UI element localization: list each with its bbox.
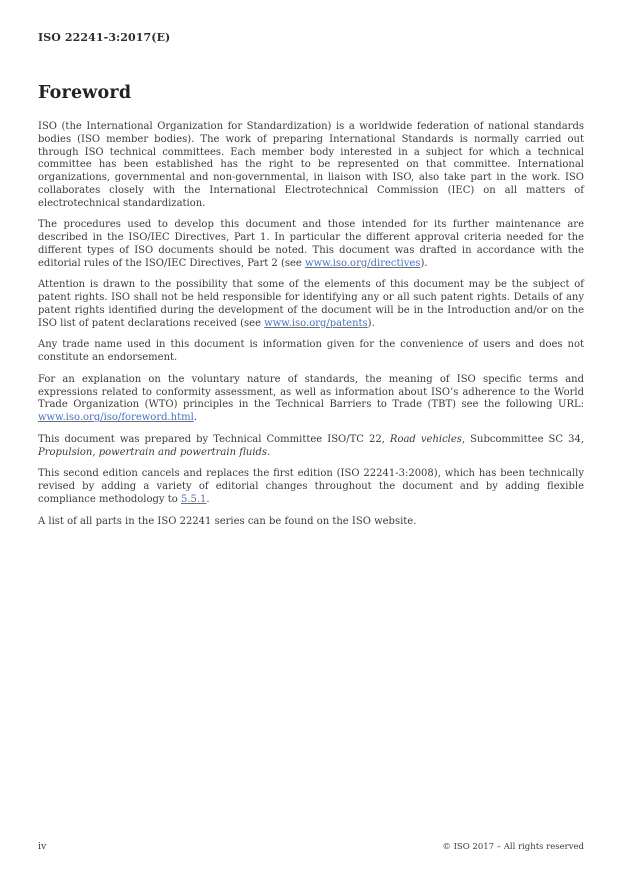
italic-text: Propulsion, powertrain and powertrain fluids: [38, 446, 268, 458]
hyperlink[interactable]: www.iso.org/directives: [305, 257, 421, 269]
text-run: , Subcommittee SC 34,: [461, 433, 584, 445]
text-run: .: [193, 412, 198, 423]
page-number: iv: [38, 841, 47, 852]
text-run: ).: [420, 257, 428, 269]
copyright-notice: © ISO 2017 – All rights reserved: [442, 842, 584, 852]
paragraph: [38, 516, 584, 529]
paragraph: [38, 121, 584, 210]
paragraph: [38, 434, 584, 460]
paragraph: [38, 374, 584, 425]
text-run: For an explanation on the voluntary nature of standards, the meaning of ISO specific terms and expressions related to conformity assessment, as well as information about ISO’s adherence to the World Trade Organization (WTO) principles in the Technical Barriers to Trade (TBT) see the following URL:: [38, 373, 584, 411]
paragraph: [38, 219, 584, 270]
hyperlink[interactable]: 5.5.1: [180, 493, 207, 505]
hyperlink[interactable]: www.iso.org/patents: [264, 317, 368, 329]
text-run: Attention is drawn to the possibility that some of the elements of this document may be the subject of patent rights. ISO shall not be held responsible for identifying any or all such patent rights. Details of any patent rights identified during the development of the document will be in the Introduction and/or on the ISO list of patent declarations received (see: [38, 279, 584, 329]
running-header-document-id: ISO 22241-3:2017(E): [38, 31, 171, 44]
text-run: This document was prepared by Technical Committee ISO/TC 22,: [38, 433, 390, 445]
text-run: ).: [367, 317, 375, 329]
page-footer: [38, 841, 584, 852]
text-run: A list of all parts in the ISO 22241 series can be found on the ISO website.: [38, 515, 417, 527]
page-title: Foreword: [38, 83, 132, 103]
hyperlink[interactable]: www.iso.org/iso/foreword.html: [38, 412, 194, 423]
italic-text: Road vehicles: [389, 433, 462, 445]
text-run: .: [267, 446, 271, 458]
text-run: .: [206, 493, 210, 505]
text-run: Any trade name used in this document is information given for the convenience of users and does not constitute an endorsement.: [38, 339, 584, 363]
paragraph: [38, 279, 584, 330]
text-run: The procedures used to develop this document and those intended for its further maintenance are described in the ISO/IEC Directives, Part 1. In particular the different approval criteria needed for the different types of ISO documents should be noted. This document was drafted in accordance with the editorial rules of the ISO/IEC Directives, Part 2 (see: [38, 219, 584, 269]
text-run: ISO (the International Organization for Standardization) is a worldwide federation of national standards bodies (ISO member bodies). The work of preparing International Standards is normally carried out through ISO technical committees. Each member body interested in a subject for which a technical committee has been established has the right to be represented on that committee. International organizations, governmental and non-governmental, in liaison with ISO, also take part in the work. ISO collaborates closely with the International Electrotechnical Commission (IEC) on all matters of electrotechnical standardization.: [38, 121, 584, 209]
document-body: [38, 121, 584, 528]
text-run: This second edition cancels and replaces the first edition (ISO 22241-3:2008), which has been technically revised by adding a variety of editorial changes throughout the document and by adding flexible compliance methodology to: [38, 468, 584, 505]
paragraph: [38, 468, 584, 506]
paragraph: [38, 339, 584, 365]
